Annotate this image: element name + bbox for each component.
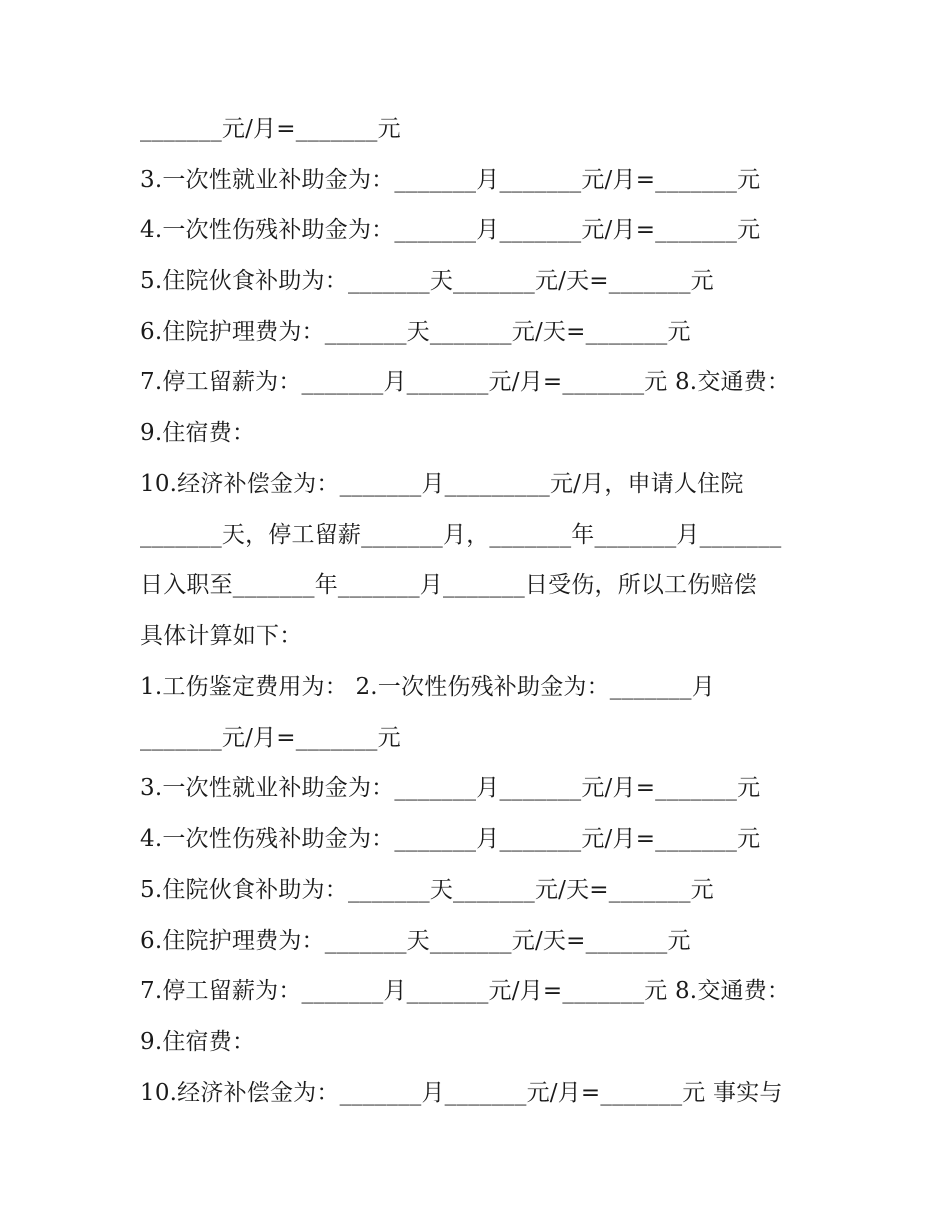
text-line: _______元/月=_______元 — [140, 725, 401, 751]
text-line: 10.经济补偿金为：_______月_______元/月=_______元 事实与 — [140, 1080, 783, 1106]
text-line: 5.住院伙食补助为：_______天_______元/天=_______元 — [140, 268, 714, 294]
text-line: 5.住院伙食补助为：_______天_______元/天=_______元 — [140, 877, 714, 903]
text-line: _______元/月=_______元 — [140, 116, 401, 142]
text-line: 7.停工留薪为：_______月_______元/月=_______元 8.交通费： — [140, 978, 791, 1004]
text-line: 6.住院护理费为：_______天_______元/天=_______元 — [140, 928, 691, 954]
text-line: 1.工伤鉴定费用为： 2.一次性伤残补助金为：_______月 — [140, 674, 715, 700]
text-line: 10.经济补偿金为：_______月_________元/月，申请人住院 — [140, 471, 744, 497]
text-line: 6.住院护理费为：_______天_______元/天=_______元 — [140, 319, 691, 345]
text-line: _______天，停工留薪_______月，_______年_______月_______ — [140, 522, 782, 548]
text-line: 9.住宿费： — [140, 1029, 256, 1055]
text-line: 3.一次性就业补助金为：_______月_______元/月=_______元 — [140, 775, 761, 801]
text-line: 9.住宿费： — [140, 420, 256, 446]
text-line: 4.一次性伤残补助金为：_______月_______元/月=_______元 — [140, 826, 761, 852]
text-line: 7.停工留薪为：_______月_______元/月=_______元 8.交通费： — [140, 369, 791, 395]
text-line: 日入职至_______年_______月_______日受伤，所以工伤赔偿 — [140, 572, 757, 598]
text-line: 3.一次性就业补助金为：_______月_______元/月=_______元 — [140, 167, 761, 193]
text-line: 4.一次性伤残补助金为：_______月_______元/月=_______元 — [140, 217, 761, 243]
text-line: 具体计算如下： — [140, 623, 303, 649]
